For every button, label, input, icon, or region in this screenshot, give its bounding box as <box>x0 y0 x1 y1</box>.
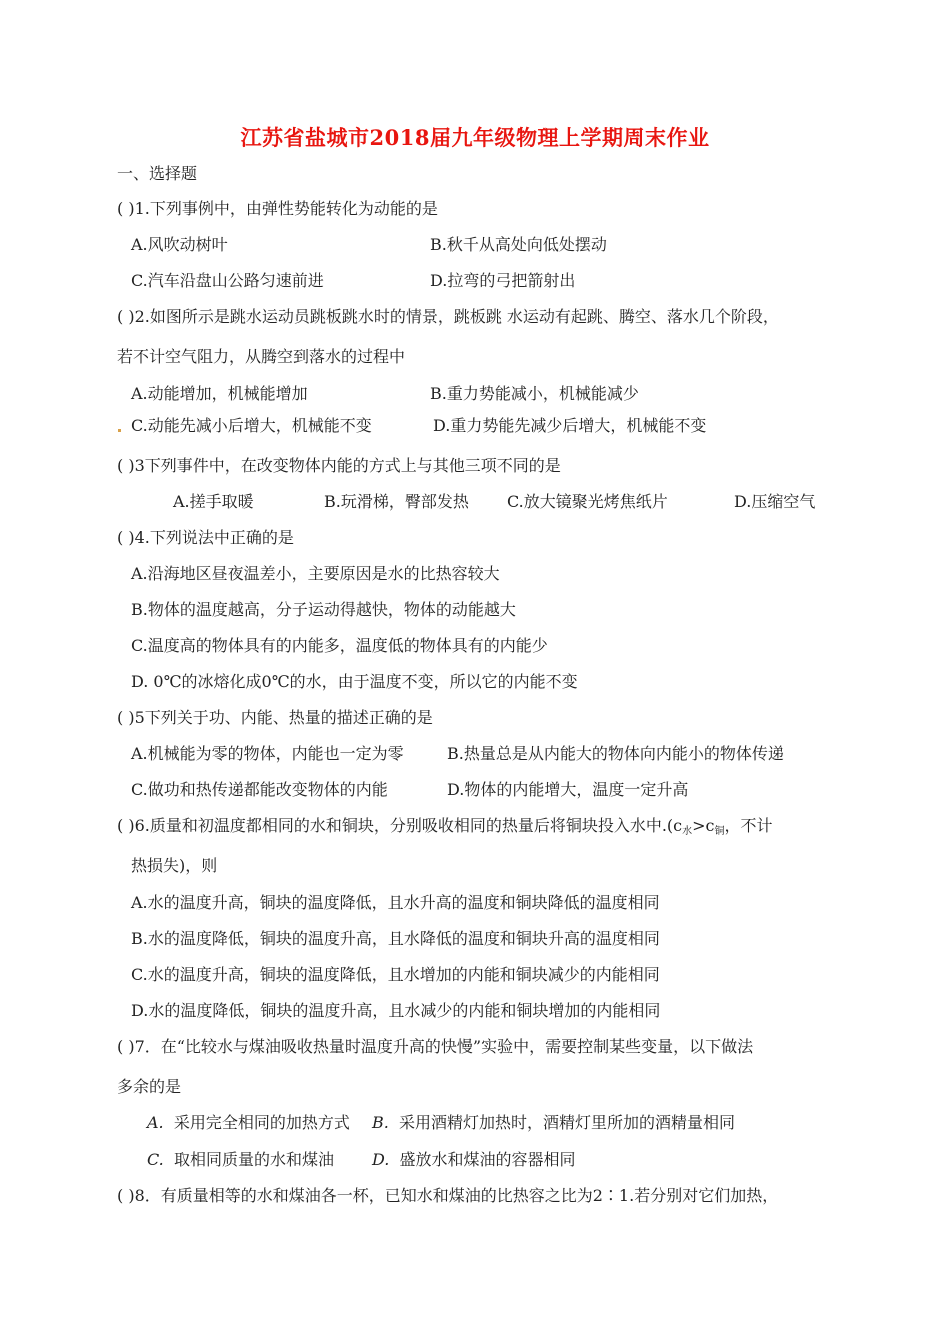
question-6-stem-line2: 热损失)，则 <box>131 856 218 875</box>
question-5-option-a: A.机械能为零的物体，内能也一定为零 <box>131 744 404 763</box>
option-text-b: 采用酒精灯加热时，酒精灯里所加的酒精量相同 <box>399 1113 736 1132</box>
question-7-stem-line2: 多余的是 <box>117 1077 182 1096</box>
question-3-option-d: D.压缩空气 <box>734 492 816 511</box>
question-1-option-b: B.秋千从高处向低处摆动 <box>430 235 607 254</box>
question-1-option-a: A.风吹动树叶 <box>131 235 228 254</box>
option-letter-b: B. <box>372 1113 389 1132</box>
question-2-option-a: A.动能增加，机械能增加 <box>131 384 308 403</box>
question-2-option-b: B.重力势能减小，机械能减少 <box>430 384 639 403</box>
question-1-stem: ( )1.下列事例中，由弹性势能转化为动能的是 <box>117 199 438 218</box>
question-6-option-c: C.水的温度升高，铜块的温度降低，且水增加的内能和铜块减少的内能相同 <box>131 965 660 984</box>
option-text-a: 采用完全相同的加热方式 <box>173 1113 350 1132</box>
question-6-option-b: B.水的温度降低，铜块的温度升高，且水降低的温度和铜块升高的温度相同 <box>131 929 660 948</box>
question-3-stem: ( )3下列事件中，在改变物体内能的方式上与其他三项不同的是 <box>117 456 561 475</box>
question-5-option-c: C.做功和热传递都能改变物体的内能 <box>131 780 388 799</box>
option-text-c: 取相同质量的水和煤油 <box>173 1150 334 1169</box>
question-7-option-c <box>147 1150 334 1170</box>
option-letter-d: D. <box>372 1150 390 1169</box>
section-heading: 一、选择题 <box>117 164 198 183</box>
question-2-stem-line1: ( )2.如图所示是跳水运动员跳板跳水时的情景，跳板跳 水运动有起跳、腾空、落水几个阶段， <box>117 307 779 326</box>
question-4-stem: ( )4.下列说法中正确的是 <box>117 528 294 547</box>
subscript-water: 水 <box>682 826 693 837</box>
question-8-stem: ( )8．有质量相等的水和煤油各一杯，已知水和煤油的比热容之比为2∶1.若分别对它们加热， <box>117 1186 779 1205</box>
question-7-stem-line1: ( )7．在“比较水与煤油吸收热量时温度升高的快慢”实验中，需要控制某些变量，以下做法 <box>117 1037 754 1056</box>
question-5-option-d: D.物体的内能增大，温度一定升高 <box>447 780 689 799</box>
question-1-option-c: C.汽车沿盘山公路匀速前进 <box>131 271 324 290</box>
option-letter-c: C. <box>147 1150 164 1169</box>
question-6-option-a: A.水的温度升高，铜块的温度降低，且水升高的温度和铜块降低的温度相同 <box>131 893 660 912</box>
question-7-option-a <box>147 1113 350 1133</box>
question-2-stem-line2: 若不计空气阻力，从腾空到落水的过程中 <box>117 347 406 366</box>
question-1-option-d: D.拉弯的弓把箭射出 <box>430 271 576 290</box>
document-title: 江苏省盐城市2018届九年级物理上学期周末作业 <box>240 125 710 150</box>
question-7-option-b <box>372 1113 735 1133</box>
comparison-text: >c <box>692 816 715 835</box>
question-5-stem: ( )5下列关于功、内能、热量的描述正确的是 <box>117 708 433 727</box>
question-4-option-a: A.沿海地区昼夜温差小，主要原因是水的比热容较大 <box>131 564 500 583</box>
question-7-option-d <box>372 1150 576 1170</box>
question-3-option-c: C.放大镜聚光烤焦纸片 <box>507 492 668 511</box>
question-3-option-a: A.搓手取暖 <box>173 492 254 511</box>
question-6-stem-text: ( )6.质量和初温度都相同的水和铜块，分别吸收相同的热量后将铜块投入水中.(c <box>117 816 683 835</box>
question-2-option-d: D.重力势能先减少后增大，机械能不变 <box>433 416 707 435</box>
question-6-stem-tail: ，不计 <box>724 816 773 835</box>
option-letter-a: A. <box>147 1113 164 1132</box>
question-3-option-b: B.玩滑梯，臀部发热 <box>324 492 469 511</box>
option-text-d: 盛放水和煤油的容器相同 <box>399 1150 576 1169</box>
question-6-stem-line1 <box>117 816 773 842</box>
question-4-option-d: D. 0℃的冰熔化成0℃的水，由于温度不变，所以它的内能不变 <box>131 672 578 691</box>
question-6-option-d: D.水的温度降低，铜块的温度升高，且水减少的内能和铜块增加的内能相同 <box>131 1001 661 1020</box>
question-4-option-b: B.物体的温度越高，分子运动得越快，物体的动能越大 <box>131 600 516 619</box>
subscript-copper: 铜 <box>714 826 725 837</box>
question-5-option-b: B.热量总是从内能大的物体向内能小的物体传递 <box>447 744 784 763</box>
question-2-option-c: C.动能先减小后增大，机械能不变 <box>131 416 372 435</box>
stray-dot-mark <box>118 429 121 432</box>
question-4-option-c: C.温度高的物体具有的内能多，温度低的物体具有的内能少 <box>131 636 548 655</box>
